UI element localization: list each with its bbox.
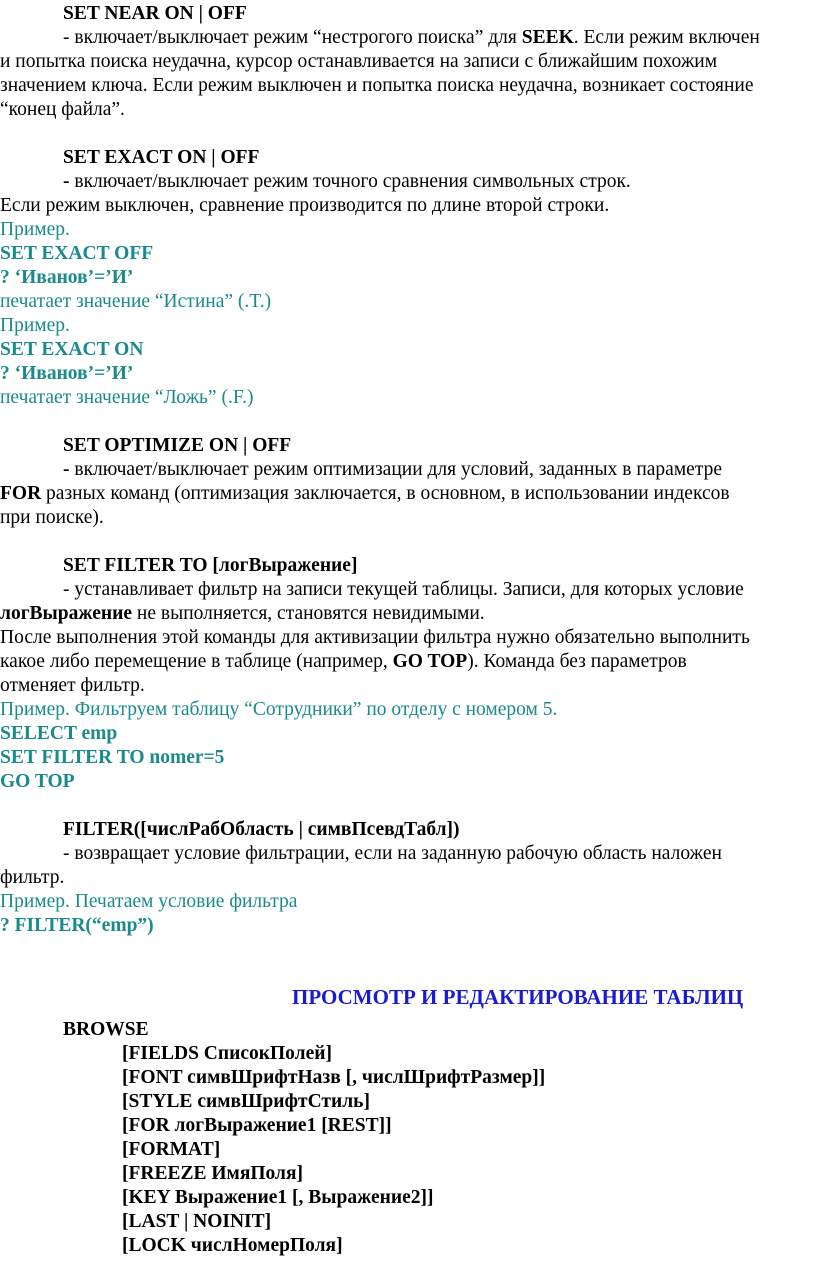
set-near-desc-line1 — [63, 26, 760, 50]
filter-function-desc-line1: - возвращает условие фильтрации, если на заданную рабочую область наложен — [63, 843, 722, 864]
example-result: печатает значение “Ложь” (.F.) — [0, 387, 254, 408]
text: ). Команда без параметров — [467, 651, 687, 672]
browse-option: [FONT симвШрифтНазв [, числШрифтРазмер]] — [122, 1067, 546, 1088]
browse-option: [FOR логВыражение1 [REST]] — [122, 1115, 392, 1136]
text: включает/выключает режим оптимизации для условий, заданных в параметре — [69, 459, 722, 480]
keyword-logexpr: логВыражение — [0, 603, 133, 624]
example-query: ? ‘Иванов’=’И’ — [0, 267, 134, 288]
keyword-go-top: GO TOP — [392, 651, 468, 672]
set-near-desc-line4: “конец файла”. — [0, 99, 125, 120]
keyword-seek: SEEK — [521, 27, 574, 48]
example-command: SET FILTER TO nomer=5 — [0, 747, 225, 768]
example-label: Пример. Фильтруем таблицу “Сотрудники” по отделу с номером 5. — [0, 699, 558, 720]
dash: - — [63, 459, 70, 480]
example-command: SET EXACT OFF — [0, 243, 154, 264]
set-near-heading: SET NEAR ON | OFF — [63, 3, 247, 24]
example-command: GO TOP — [0, 771, 75, 792]
set-exact-desc-line1 — [63, 170, 631, 194]
text: - включает/выключает режим “нестрогого поиска” для — [63, 27, 522, 48]
example-command: SELECT emp — [0, 723, 118, 744]
set-filter-desc-line1: - устанавливает фильтр на записи текущей таблицы. Записи, для которых условие — [63, 579, 744, 600]
set-optimize-desc-line1 — [63, 458, 722, 482]
set-filter-desc-line5: отменяет фильтр. — [0, 675, 145, 696]
browse-command: BROWSE — [63, 1019, 149, 1040]
dash: - — [63, 171, 70, 192]
set-optimize-desc-line3: при поиске). — [0, 507, 104, 528]
text: включает/выключает режим точного сравнения символьных строк. — [69, 171, 631, 192]
set-filter-desc-line4 — [0, 650, 687, 674]
browse-option: [KEY Выражение1 [, Выражение2]] — [122, 1187, 434, 1208]
set-filter-desc-line2 — [0, 602, 485, 626]
set-exact-desc-line2: Если режим выключен, сравнение производится по длине второй строки. — [0, 195, 610, 216]
filter-function-desc-line2: фильтр. — [0, 867, 65, 888]
example-label: Пример. — [0, 315, 70, 336]
filter-function-heading: FILTER([числРабОбласть | симвПсевдТабл]) — [63, 819, 460, 840]
set-exact-heading: SET EXACT ON | OFF — [63, 147, 260, 168]
text: какое либо перемещение в таблице (например, — [0, 651, 393, 672]
example-label: Пример. Печатаем условие фильтра — [0, 891, 298, 912]
example-query: ? ‘Иванов’=’И’ — [0, 363, 134, 384]
text: не выполняется, становятся невидимыми. — [132, 603, 485, 624]
set-near-desc-line3: значением ключа. Если режим выключен и попытка поиска неудачна, возникает состояние — [0, 75, 754, 96]
text: . Если режим включен — [573, 27, 760, 48]
set-optimize-desc-line2 — [0, 482, 730, 506]
browse-option: [FORMAT] — [122, 1139, 221, 1160]
text: разных команд (оптимизация заключается, в основном, в использовании индексов — [41, 483, 730, 504]
browse-option: [STYLE симвШрифтСтиль] — [122, 1091, 370, 1112]
browse-option: [FIELDS СписокПолей] — [122, 1043, 332, 1064]
set-filter-heading: SET FILTER TO [логВыражение] — [63, 555, 358, 576]
example-label: Пример. — [0, 219, 70, 240]
set-filter-desc-line3: После выполнения этой команды для активизации фильтра нужно обязательно выполнить — [0, 627, 750, 648]
section-heading: ПРОСМОТР И РЕДАКТИРОВАНИЕ ТАБЛИЦ — [292, 985, 744, 1009]
set-optimize-heading: SET OPTIMIZE ON | OFF — [63, 435, 292, 456]
example-command: ? FILTER(“emp”) — [0, 915, 154, 936]
example-result: печатает значение “Истина” (.T.) — [0, 291, 272, 312]
browse-option: [FREEZE ИмяПоля] — [122, 1163, 304, 1184]
set-near-desc-line2: и попытка поиска неудачна, курсор останавливается на записи с ближайшим похожим — [0, 51, 718, 72]
browse-option: [LAST | NOINIT] — [122, 1211, 272, 1232]
browse-option: [LOCK числНомерПоля] — [122, 1235, 343, 1256]
keyword-for: FOR — [0, 483, 42, 504]
example-command: SET EXACT ON — [0, 339, 144, 360]
